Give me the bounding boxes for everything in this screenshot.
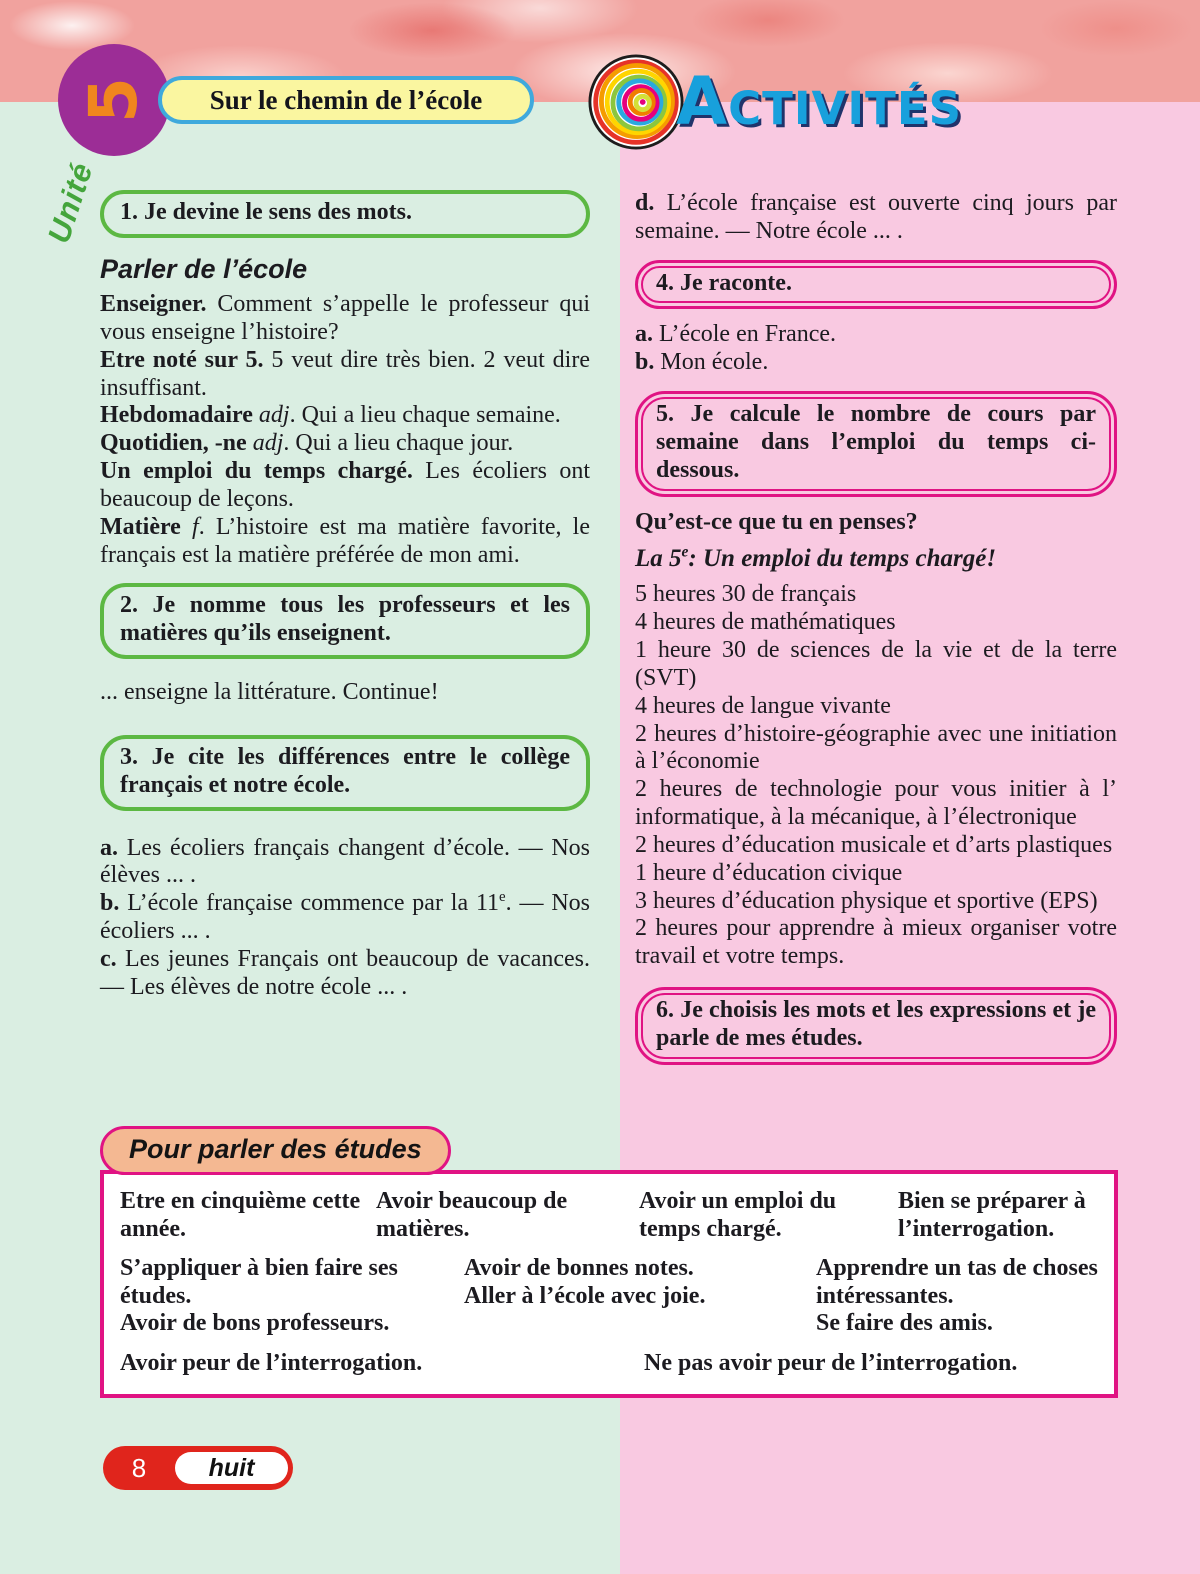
schedule-list — [635, 581, 1117, 971]
page-number: 8 — [131, 1452, 147, 1483]
unit-label: Unité — [40, 157, 100, 248]
question-line: Qu’est-ce que tu en penses? — [635, 508, 918, 535]
vocab-heading: Parler de l’école — [100, 253, 308, 284]
page-word: huit — [175, 1452, 288, 1484]
expression-cell: Avoir beaucoup de matières. — [376, 1188, 568, 1242]
list-item: Se faire des amis. — [816, 1310, 993, 1337]
schedule-subtitle: La 5e: Un emploi du temps chargé! — [635, 544, 997, 573]
expressions-row-1 — [120, 1188, 1100, 1243]
expression-cell — [464, 1255, 816, 1338]
list-item: 2 heures d’éducation musicale et d’arts plastiques — [635, 831, 1113, 858]
list-item: 2 heures de technologie pour vous initier à l’ informatique, à la mécanique, à l’électronique — [635, 776, 1117, 831]
exercise-item-b: b. Mon école. — [635, 349, 769, 376]
definitions-block — [100, 291, 590, 569]
expressions-row-2 — [120, 1255, 1100, 1338]
expression-cell — [120, 1255, 464, 1338]
list-item: 2 heures d’histoire-géographie avec une initiation à l’économie — [635, 720, 1117, 775]
task-box-3: 3. Je cite les différences entre le collège français et notre école. — [100, 735, 590, 811]
exercise-items-ab — [635, 321, 1117, 377]
list-item: 2 heures pour apprendre à mieux organiser votre travail et votre temps. — [635, 915, 1117, 970]
exercise-item-b: b. L’école française commence par la 11e. — Nos écoliers ... . — [100, 889, 590, 945]
task-box-6: 6. Je choisis les mots et les expressions et je parle de mes études. — [635, 987, 1117, 1065]
expression-cell — [816, 1255, 1100, 1338]
expression-cell: Avoir peur de l’interrogation. — [120, 1349, 423, 1376]
list-item: 4 heures de langue vivante — [635, 692, 891, 719]
list-item: 1 heure 30 de sciences de la vie et de la terre (SVT) — [635, 637, 1117, 691]
vocab-pill-label: Pour parler des études — [100, 1126, 451, 1175]
exercise-item-c: c. Les jeunes Français ont beaucoup de vacances. — Les élèves de notre école ... . — [100, 945, 590, 1000]
activities-title-rest: CTIVITÉS — [728, 82, 962, 135]
unit-number: 5 — [75, 77, 152, 123]
task-box-5: 5. Je calcule le nombre de cours par semaine dans l’emploi du temps ci-dessous. — [635, 391, 1117, 496]
expression-cell: Avoir un emploi du temps chargé. — [639, 1188, 837, 1242]
definition-paragraph: Enseigner. Comment s’appelle le professeur qui vous enseigne l’histoire? — [100, 291, 590, 345]
list-item: Avoir de bonnes notes. — [464, 1255, 694, 1282]
list-item: Aller à l’école avec joie. — [464, 1282, 706, 1309]
expression-cell: Etre en cinquième cette année. — [120, 1188, 361, 1242]
page-number-pill — [103, 1446, 293, 1490]
expressions-box — [100, 1170, 1118, 1398]
right-column — [635, 190, 1117, 1065]
definition-paragraph: Un emploi du temps chargé. Les écoliers ont beaucoup de leçons. — [100, 458, 590, 512]
exercise-item-d: d. L’école française est ouverte cinq jours par semaine. — Notre école ... . — [635, 190, 1117, 244]
task-box-2: 2. Je nomme tous les professeurs et les matières qu’ils enseignent. — [100, 583, 590, 659]
list-item: 3 heures d’éducation physique et sportive (EPS) — [635, 887, 1098, 914]
list-item: Avoir de bons professeurs. — [120, 1310, 390, 1337]
list-item: S’appliquer à bien faire ses études. — [120, 1255, 398, 1309]
chapter-title: Sur le chemin de l’école — [209, 84, 483, 115]
list-item: 5 heures 30 de français — [635, 581, 857, 608]
exercise-items-abc — [100, 835, 590, 1002]
task-box-1: 1. Je devine le sens des mots. — [100, 190, 590, 238]
chapter-title-pill — [158, 76, 534, 124]
expression-cell: Ne pas avoir peur de l’interrogation. — [644, 1349, 1018, 1376]
definition-paragraph: Etre noté sur 5. 5 veut dire très bien. 2 veut dire insuffisant. — [100, 346, 590, 401]
definition-paragraph: Hebdomadaire adj. Qui a lieu chaque semaine. — [100, 402, 561, 429]
activities-logo — [588, 54, 962, 150]
activities-spiral-icon — [588, 54, 684, 150]
exercise-item-a: a. L’école en France. — [635, 321, 837, 348]
task-box-4: 4. Je raconte. — [635, 260, 1117, 310]
definition-paragraph: Quotidien, -ne adj. Qui a lieu chaque jour. — [100, 430, 514, 457]
left-column — [100, 190, 590, 1002]
activities-title — [676, 63, 962, 140]
list-item: 4 heures de mathématiques — [635, 609, 896, 636]
expression-cell: Bien se préparer à l’interrogation. — [898, 1188, 1086, 1242]
unit-badge — [58, 44, 170, 156]
definition-paragraph: Matière f. L’histoire est ma matière favorite, le français est la matière préférée de mon ami. — [100, 513, 590, 568]
continue-line: ... enseigne la littérature. Continue! — [100, 679, 439, 706]
activities-title-initial: A — [676, 63, 729, 140]
list-item: Apprendre un tas de choses intéressantes. — [816, 1255, 1098, 1309]
exercise-item-a: a. Les écoliers français changent d’école. — Nos élèves ... . — [100, 834, 590, 889]
list-item: 1 heure d’éducation civique — [635, 859, 903, 886]
expressions-row-3 — [120, 1350, 1100, 1378]
